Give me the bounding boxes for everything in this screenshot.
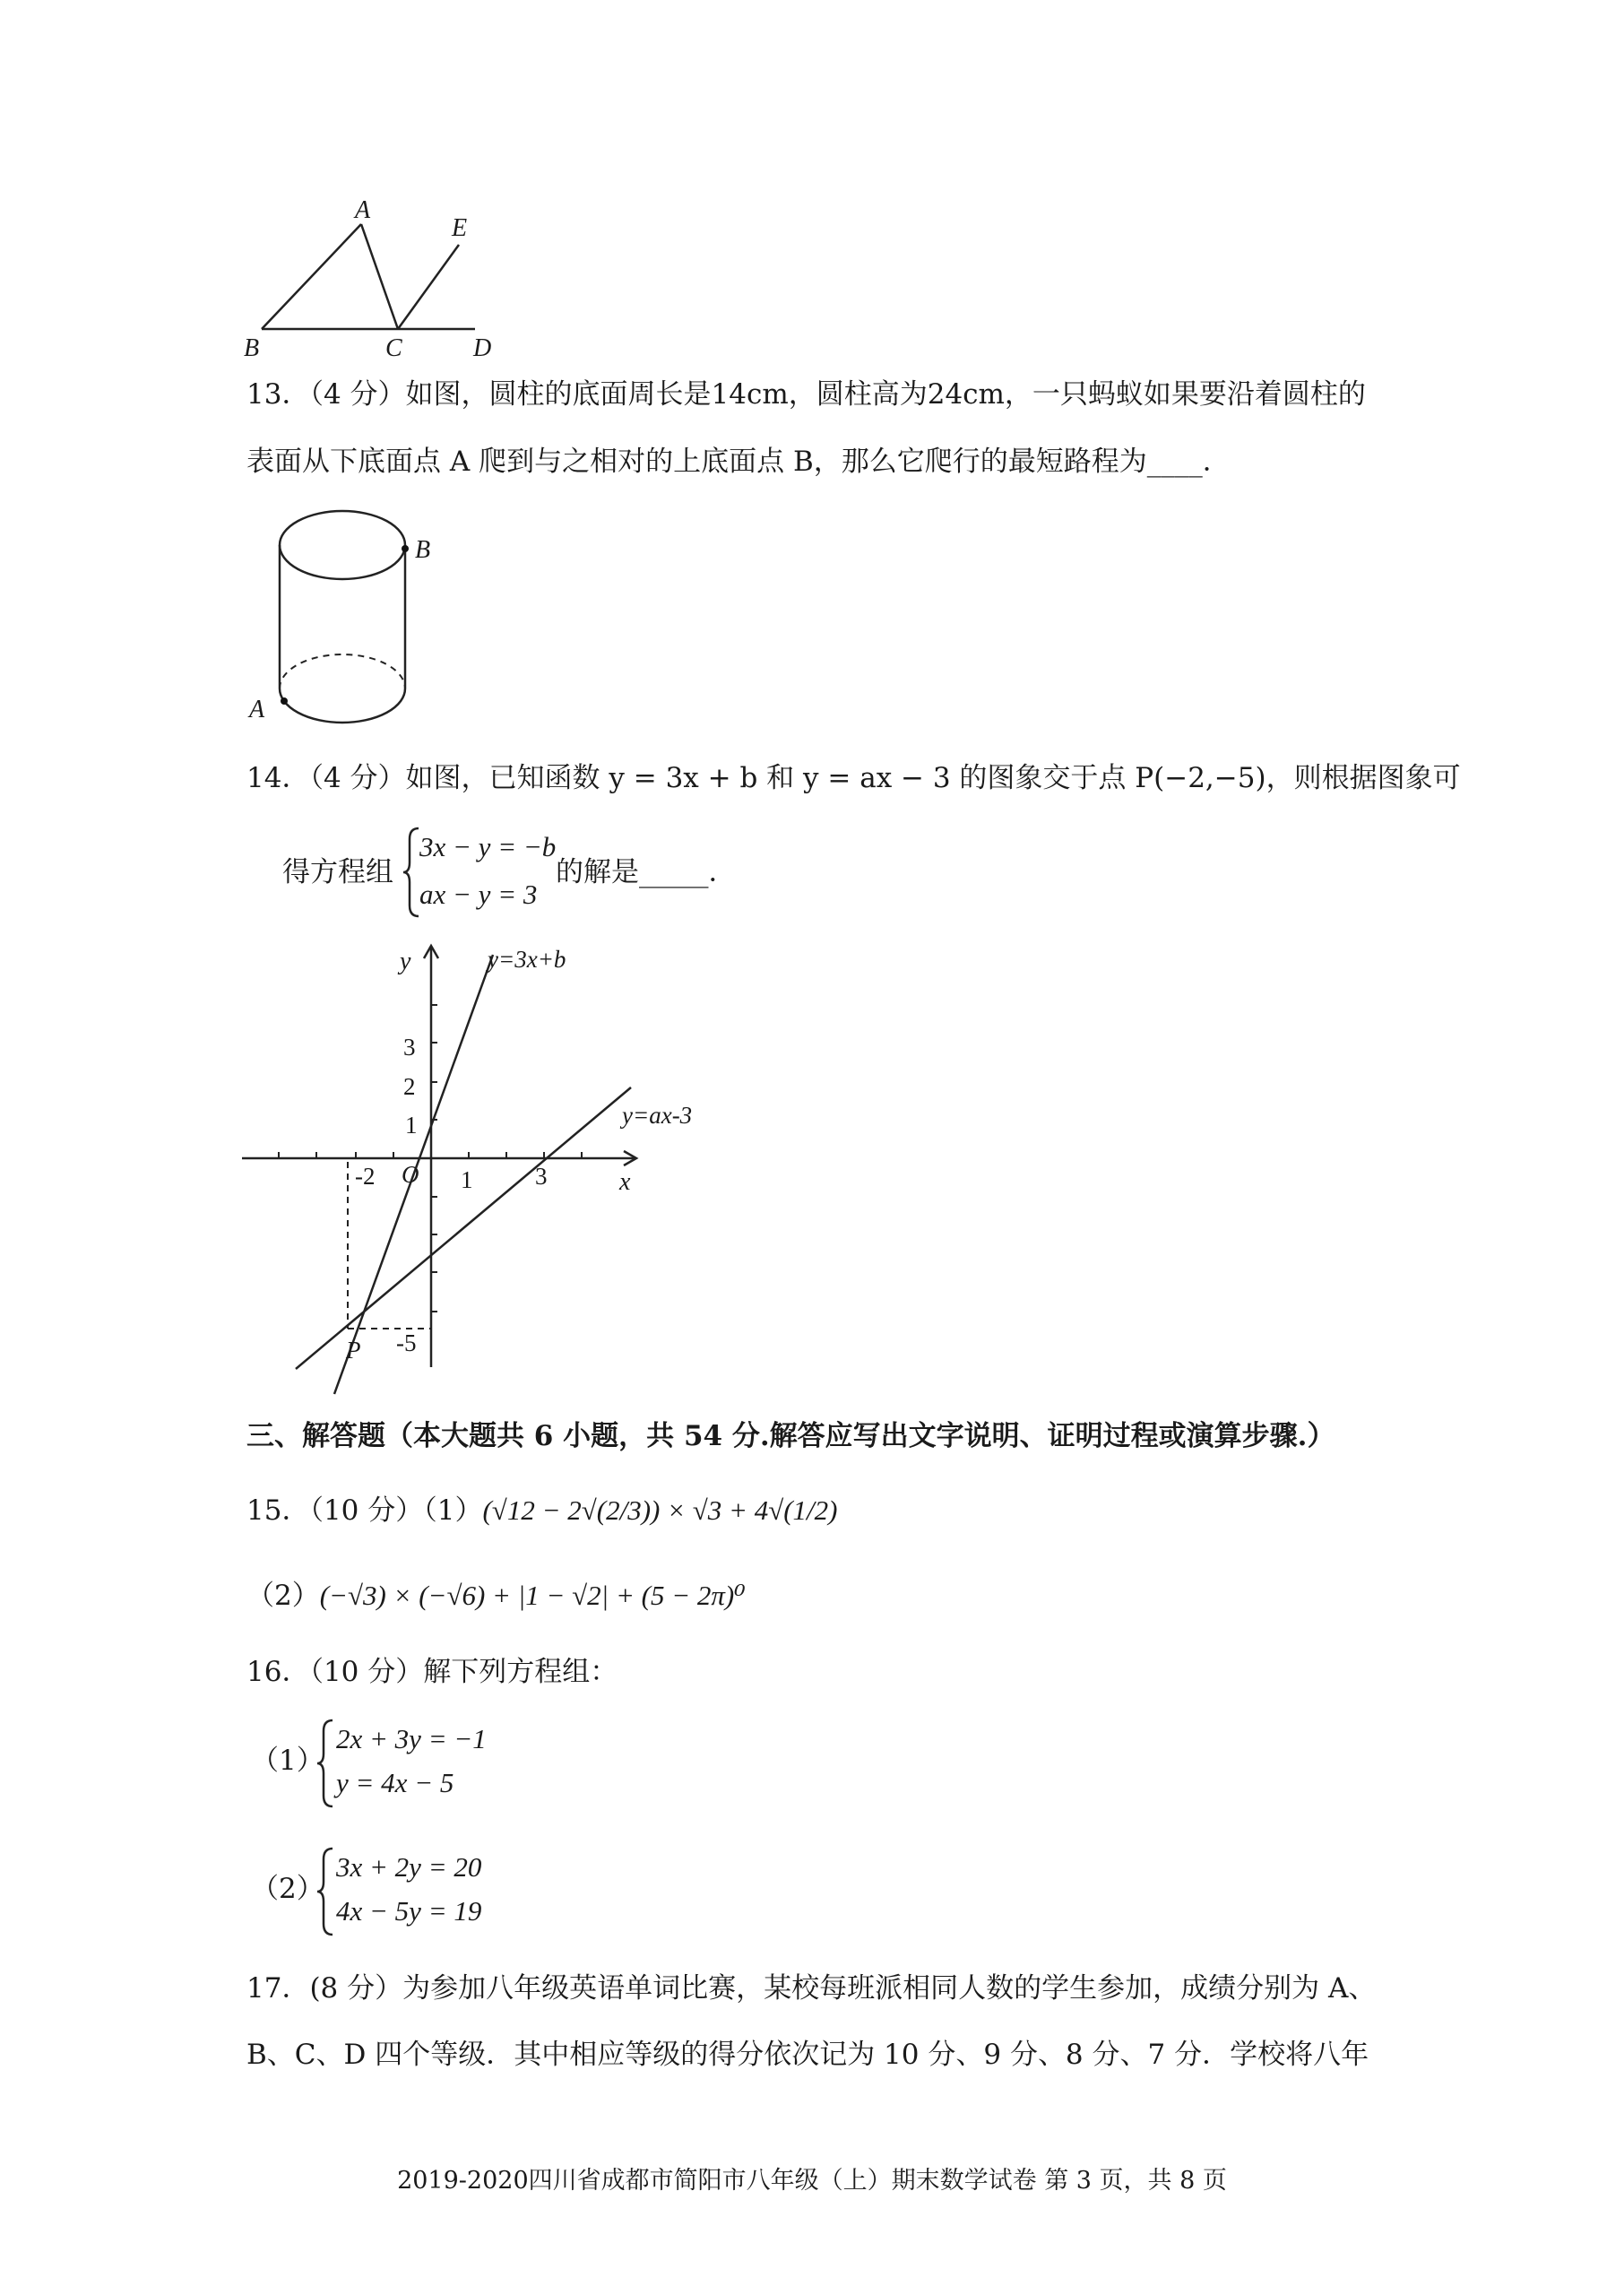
q14-prefix: 得方程组 — [282, 856, 393, 888]
q15-p1-math: (√12 − 2√(2/3)) × √3 + 4√(1/2) — [482, 1494, 838, 1526]
q14-suffix: 的解是_____． — [556, 856, 737, 888]
label-D: D — [473, 334, 492, 362]
q14-eq2: ax − y = 3 — [419, 879, 538, 910]
cyl-label-B: B — [415, 536, 431, 564]
tick-y3: 3 — [403, 1034, 416, 1061]
q15-line2 — [246, 1578, 746, 1614]
label-E: E — [452, 214, 468, 242]
graph-ylabel: y — [400, 948, 411, 975]
q15-line1 — [246, 1493, 837, 1529]
left-brace — [315, 1847, 335, 1936]
q16-p1-eq1: 2x + 3y = −1 — [336, 1723, 487, 1754]
q16-p2-label: （2） — [251, 1873, 324, 1905]
tick-ym5: -5 — [396, 1329, 417, 1356]
q17-line1: 17．(8 分）为参加八年级英语单词比赛，某校每班派相同人数的学生参加，成绩分别为 A、 — [246, 1972, 1377, 2005]
q15-p1-prefix: 15．（10 分）（1） — [246, 1494, 483, 1527]
tick-y2: 2 — [403, 1073, 416, 1100]
q15-p2-math: (−√3) × (−√6) + |1 − √2| + (5 − 2π)⁰ — [319, 1580, 746, 1611]
cylinder-figure — [242, 502, 457, 735]
q13-line1: 13．（4 分）如图，圆柱的底面周长是14cm，圆柱高为24cm，一只蚂蚁如果要沿着圆柱的 — [246, 378, 1366, 411]
label-B: B — [244, 334, 260, 362]
left-brace — [315, 1719, 335, 1808]
point-P-label: P — [346, 1337, 361, 1364]
q16-p2-eq1: 3x + 2y = 20 — [336, 1851, 482, 1883]
line2-label: y=ax-3 — [622, 1102, 693, 1129]
q16-p1-label: （1） — [251, 1745, 324, 1777]
tick-xm2: -2 — [355, 1163, 376, 1190]
q14-eq1: 3x − y = −b — [419, 831, 557, 862]
cyl-label-A: A — [249, 696, 265, 723]
q16-title: 16．（10 分）解下列方程组： — [246, 1656, 618, 1688]
origin-label: O — [402, 1161, 419, 1188]
page-footer: 2019-2020四川省成都市简阳市八年级（上）期末数学试卷 第 3 页，共 8 页 — [397, 2167, 1227, 2195]
q15-p2-prefix: （2） — [246, 1580, 320, 1612]
q16-p2-eq2: 4x − 5y = 19 — [336, 1895, 482, 1927]
left-brace — [402, 827, 421, 918]
label-A: A — [355, 196, 371, 224]
q16-p1-eq2: y = 4x − 5 — [336, 1767, 454, 1798]
tick-y1: 1 — [405, 1112, 418, 1139]
graph-xlabel: x — [619, 1168, 631, 1196]
q14-line1: 14．（4 分）如图，已知函数 y = 3x + b 和 y = ax − 3 的图象交于点 P(−2,−5)，则根据图象可 — [246, 762, 1461, 794]
line1-label: y=3x+b — [488, 946, 566, 973]
label-C: C — [385, 334, 402, 362]
function-graph — [242, 937, 726, 1407]
tick-x3: 3 — [535, 1163, 548, 1190]
q17-line2: B、C、D 四个等级．其中相应等级的得分依次记为 10 分、9 分、8 分、7 分．学校将八年 — [246, 2039, 1369, 2071]
q13-line2: 表面从下底面点 A 爬到与之相对的上底面点 B，那么它爬行的最短路程为____． — [246, 446, 1231, 478]
tick-x1: 1 — [461, 1166, 473, 1193]
section3-heading: 三、解答题（本大题共 6 小题，共 54 分.解答应写出文字说明、证明过程或演算步骤.） — [246, 1420, 1335, 1452]
triangle-figure — [242, 193, 520, 363]
